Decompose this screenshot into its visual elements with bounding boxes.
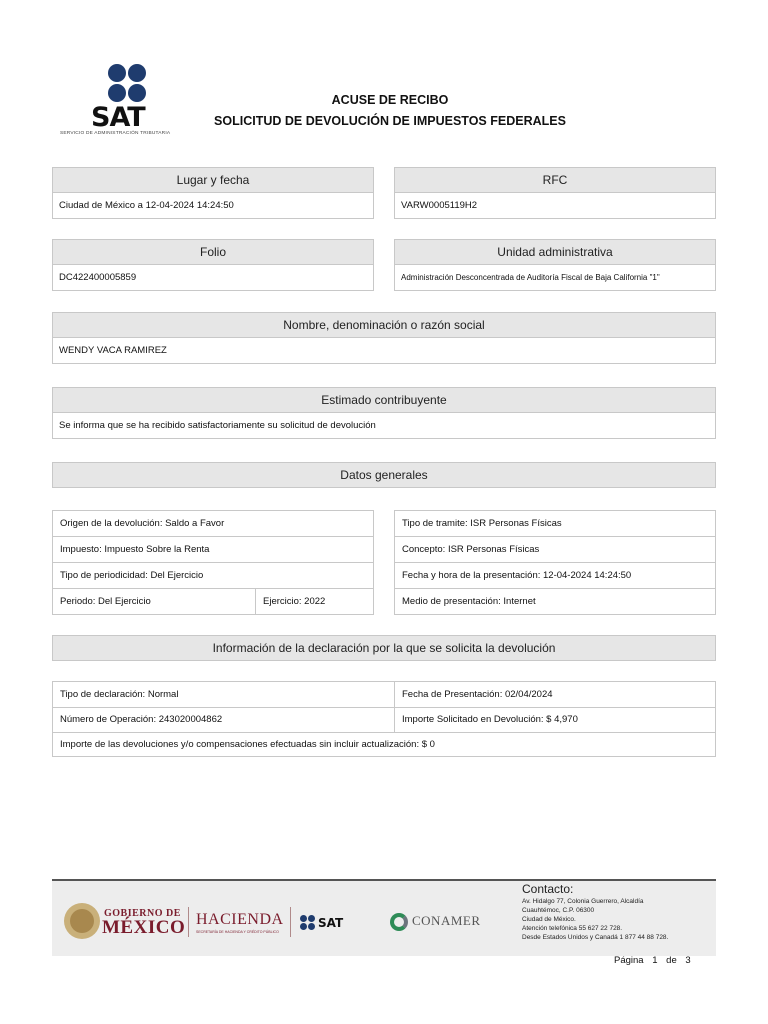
datos-generales-right [394, 510, 716, 615]
pagination-label: Página [614, 955, 644, 966]
estimado-label: Estimado contribuyente [53, 388, 715, 413]
estimado-value: Se informa que se ha recibido satisfactoriamente su solicitud de devolución [59, 420, 376, 431]
pagination-current: 1 [652, 955, 658, 966]
nombre-label: Nombre, denominación o razón social [53, 313, 715, 338]
lugar-fecha-label: Lugar y fecha [53, 168, 373, 193]
hacienda-logo: HACIENDA [196, 911, 284, 928]
conamer-logo: CONAMER [412, 913, 481, 928]
sat-dots-icon [108, 64, 148, 104]
unidad-label: Unidad administrativa [395, 240, 715, 265]
contact-line: Cuauhtémoc, C.P. 06300 [522, 907, 595, 914]
unidad-value: Administración Desconcentrada de Auditoría Fiscal de Baja California "1" [401, 273, 660, 282]
contact-line: Atención telefónica 55 627 22 728. [522, 925, 623, 932]
gobierno-emblem-icon [64, 903, 100, 939]
sat-footer-logo: SAT [318, 916, 344, 930]
declaracion-label: Información de la declaración por la que se solicita la devolución [52, 635, 716, 661]
declaracion-grid [52, 681, 716, 757]
ejercicio: Ejercicio: 2022 [263, 596, 326, 607]
nombre-value: WENDY VACA RAMIREZ [59, 345, 167, 356]
contact-title: Contacto: [522, 882, 574, 896]
folio-value: DC422400005859 [59, 272, 137, 283]
contact-block [522, 882, 668, 942]
contact-line: Desde Estados Unidos y Canadá 1 877 44 88 728. [522, 934, 669, 941]
footer [52, 879, 716, 956]
tipo-tramite: Tipo de tramite: ISR Personas Físicas [395, 511, 715, 537]
contact-line: Ciudad de México. [522, 916, 576, 923]
unidad-box [394, 239, 716, 291]
folio-label: Folio [53, 240, 373, 265]
medio-presentacion: Medio de presentación: Internet [402, 596, 536, 607]
sat-logo-subtitle: SERVICIO DE ADMINISTRACIÓN TRIBUTARIA [60, 131, 171, 136]
impuesto: Impuesto: Impuesto Sobre la Renta [53, 537, 373, 563]
gobierno-label-bottom: MÉXICO [102, 917, 186, 938]
document-subtitle: SOLICITUD DE DEVOLUCIÓN DE IMPUESTOS FEDERALES [214, 114, 566, 128]
numero-operacion: Número de Operación: 243020004862 [53, 707, 395, 733]
document-titles [200, 90, 580, 132]
pagination [614, 955, 691, 966]
footer-separator [188, 907, 189, 937]
tipo-declaracion: Tipo de declaración: Normal [53, 682, 395, 708]
sat-logo-word: SAT [91, 102, 145, 133]
importe-solicitado: Importe Solicitado en Devolución: $ 4,970 [395, 707, 715, 733]
rfc-label: RFC [395, 168, 715, 193]
conamer-icon [390, 913, 408, 931]
fecha-presentacion: Fecha de Presentación: 02/04/2024 [395, 682, 715, 708]
fecha-hora-presentacion: Fecha y hora de la presentación: 12-04-2024 14:24:50 [395, 563, 715, 589]
gobierno-label-top: GOBIERNO DE [104, 908, 181, 919]
divider [394, 682, 395, 732]
hacienda-subtitle: SECRETARÍA DE HACIENDA Y CRÉDITO PÚBLICO [196, 930, 279, 934]
rfc-box [394, 167, 716, 219]
rfc-value: VARW0005119H2 [401, 200, 478, 211]
datos-generales-left [52, 510, 374, 615]
pagination-of: de [666, 955, 677, 966]
folio-box [52, 239, 374, 291]
periodo: Periodo: Del Ejercicio [60, 596, 151, 607]
contact-line: Av. Hidalgo 77, Colonia Guerrero, Alcaldía [522, 898, 644, 905]
sat-footer-dots-icon [300, 915, 316, 931]
footer-separator [290, 907, 291, 937]
origen-devolucion: Origen de la devolución: Saldo a Favor [53, 511, 373, 537]
sat-logo [58, 64, 198, 142]
datos-generales-label: Datos generales [52, 462, 716, 488]
importe-devoluciones: Importe de las devoluciones y/o compensaciones efectuadas sin incluir actualización: $ 0 [60, 739, 435, 750]
estimado-box [52, 387, 716, 439]
divider [255, 589, 256, 614]
lugar-fecha-value: Ciudad de México a 12-04-2024 14:24:50 [59, 200, 234, 211]
lugar-fecha-box [52, 167, 374, 219]
nombre-box [52, 312, 716, 364]
concepto: Concepto: ISR Personas Físicas [395, 537, 715, 563]
pagination-total: 3 [685, 955, 691, 966]
document-title: ACUSE DE RECIBO [331, 93, 449, 107]
tipo-periodicidad: Tipo de periodicidad: Del Ejercicio [53, 563, 373, 589]
